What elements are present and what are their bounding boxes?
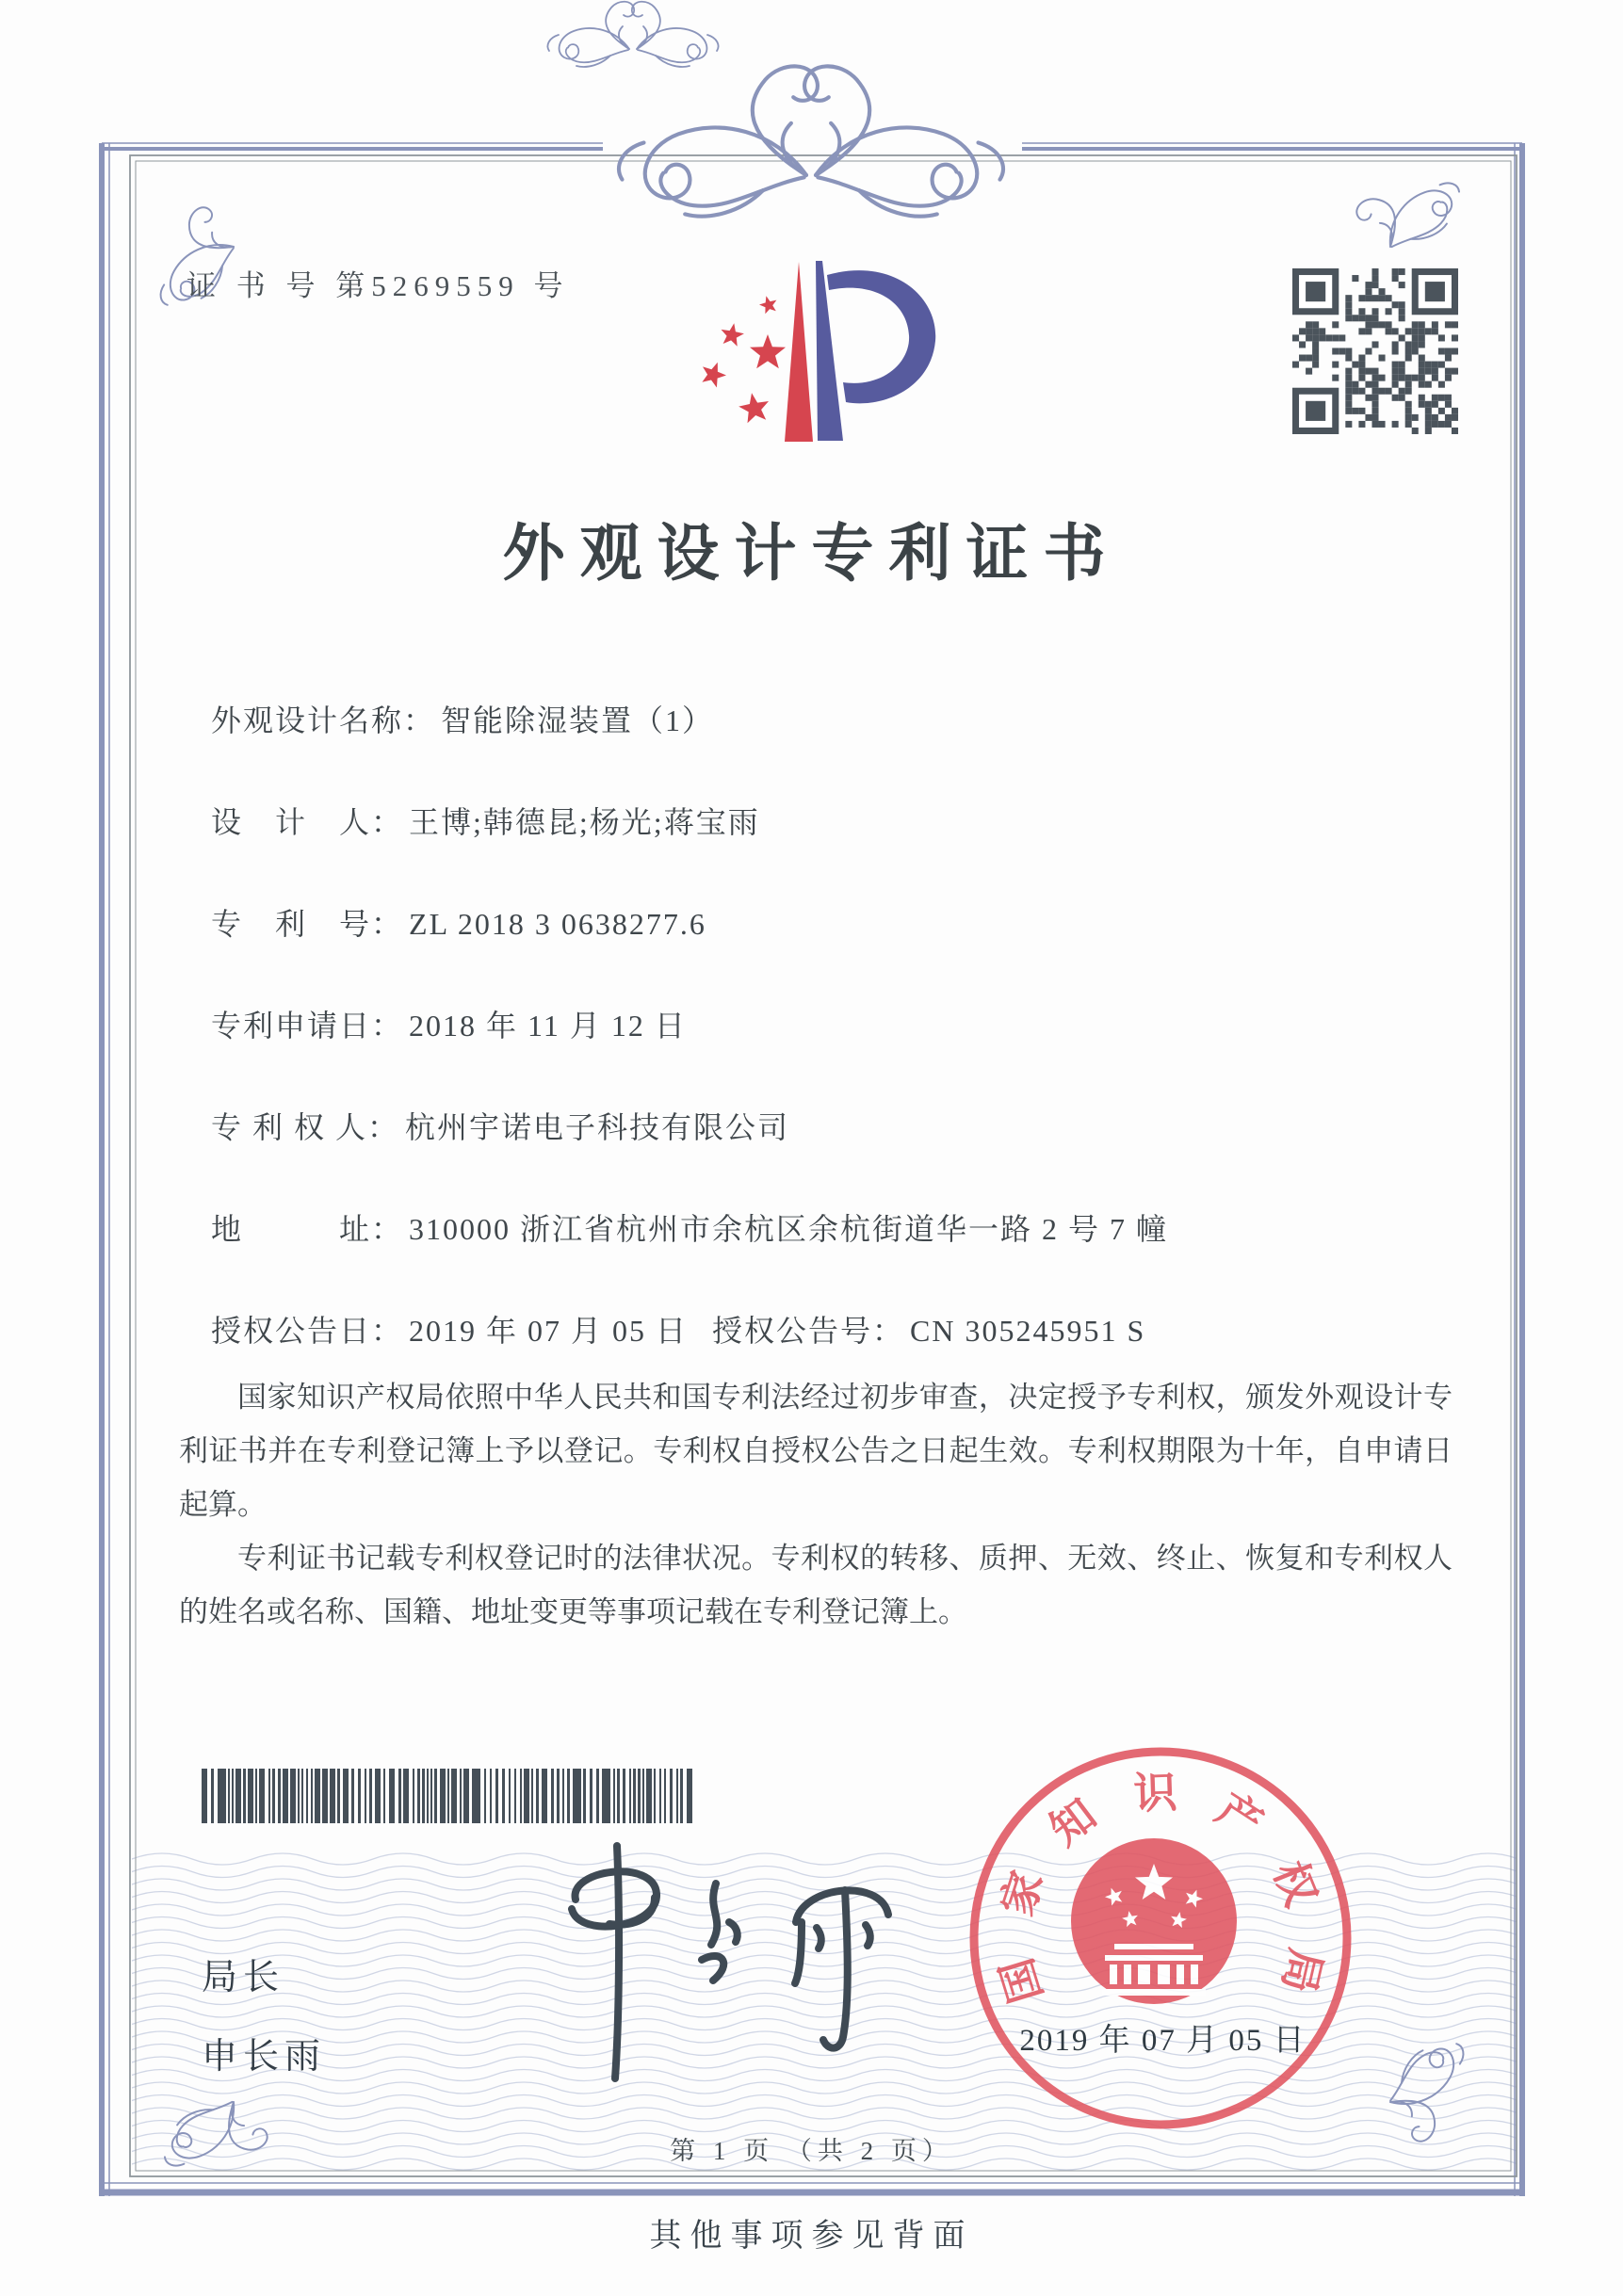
signature-script xyxy=(513,1832,956,2124)
field-designers xyxy=(211,802,1445,904)
top-ornament xyxy=(547,2,1003,217)
svg-text:局: 局 xyxy=(1274,1944,1331,1997)
back-note: 其他事项参见背面 xyxy=(649,2219,974,2254)
field-label: 专利申请日： xyxy=(211,1009,404,1043)
field-label: 设 计 人： xyxy=(211,805,404,839)
seal-date: 2019 年 07 月 05 日 xyxy=(1019,2024,1307,2058)
field-value: 杭州宇诺电子科技有限公司 xyxy=(405,1110,790,1144)
field-label: 授权公告号： xyxy=(712,1314,905,1348)
svg-text:识: 识 xyxy=(1132,1768,1178,1819)
legal-paragraph-2: 专利证书记载专利权登记时的法律状况。专利权的转移、质押、无效、终止、恢复和专利权人的姓名或名称、国籍、地址变更等事项记载在专利登记簿上。 xyxy=(179,1542,1453,1628)
legal-paragraph-1: 国家知识产权局依照中华人民共和国专利法经过初步审查，决定授予专利权，颁发外观设计专利证书并在专利登记簿上予以登记。专利权自授权公告之日起生效。专利权期限为十年，自申请日起算。 xyxy=(179,1381,1453,1521)
field-patentee xyxy=(211,1108,1445,1209)
field-label: 专 利 号： xyxy=(211,907,404,941)
field-filing-date xyxy=(211,1006,1445,1108)
field-label: 地 址： xyxy=(211,1212,404,1246)
field-address xyxy=(211,1209,1445,1311)
svg-text:国: 国 xyxy=(992,1952,1051,2009)
svg-text:知: 知 xyxy=(1041,1789,1106,1855)
field-label: 外观设计名称： xyxy=(211,703,436,737)
logo-red-cone xyxy=(785,262,813,442)
logo-stars xyxy=(702,296,786,423)
field-value: 2019 年 07 月 05 日 xyxy=(409,1314,689,1348)
field-list xyxy=(211,701,1445,1413)
field-value: ZL 2018 3 0638277.6 xyxy=(409,907,706,941)
seal-national-emblem xyxy=(1071,1838,1237,2004)
certificate-number: 证 书 号 第5269559 号 xyxy=(187,269,570,302)
logo-p-bowl xyxy=(827,270,935,403)
qr-code xyxy=(1292,268,1458,434)
svg-text:权: 权 xyxy=(1264,1854,1326,1914)
field-value: 310000 浙江省杭州市余杭区余杭街道华一路 2 号 7 幢 xyxy=(409,1212,1169,1246)
barcode xyxy=(200,1769,699,1823)
field-value: 王博;韩德昆;杨光;蒋宝雨 xyxy=(409,805,760,839)
field-patent-number xyxy=(211,904,1445,1006)
field-grant-number xyxy=(712,1311,1145,1350)
certificate-title: 外观设计专利证书 xyxy=(502,520,1121,589)
field-grant-date xyxy=(211,1314,688,1348)
field-label: 授权公告日： xyxy=(211,1314,404,1348)
field-value: 智能除湿装置（1） xyxy=(441,703,715,737)
signer-block xyxy=(202,1938,326,2096)
svg-text:产: 产 xyxy=(1208,1784,1272,1849)
field-value: 2018 年 11 月 12 日 xyxy=(409,1009,687,1043)
cnipa-logo-icon xyxy=(674,247,956,459)
page-indicator: 第 1 页 （共 2 页） xyxy=(670,2137,953,2165)
signer-name: 申长雨 xyxy=(202,2037,327,2077)
field-design-name xyxy=(211,701,1445,802)
signer-title: 局长 xyxy=(202,1958,285,1997)
field-label: 专 利 权 人： xyxy=(211,1110,400,1144)
svg-text:家: 家 xyxy=(993,1865,1052,1922)
official-seal xyxy=(968,1746,1355,2132)
legal-text xyxy=(179,1370,1453,1639)
field-value: CN 305245951 S xyxy=(910,1314,1146,1348)
